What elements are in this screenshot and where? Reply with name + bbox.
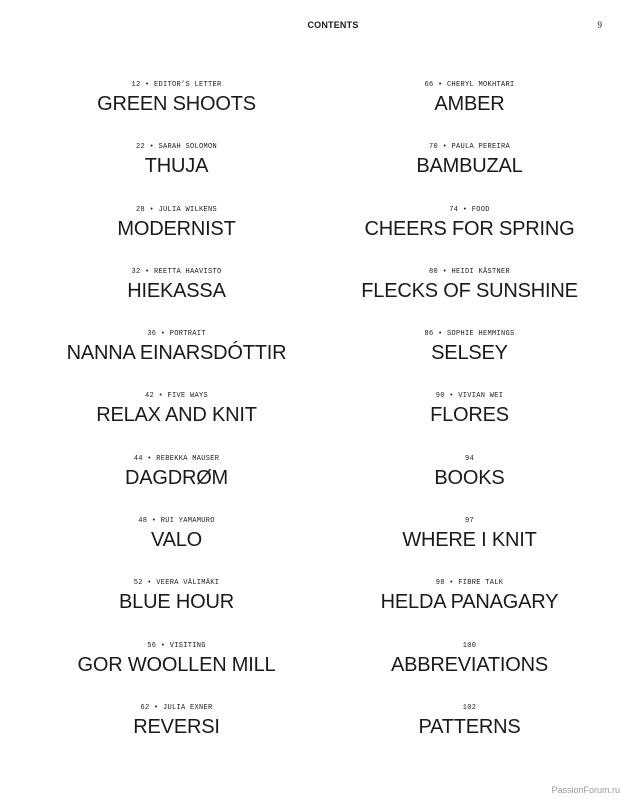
toc-entry	[313, 205, 626, 267]
toc-entry	[313, 703, 626, 765]
toc-entry-link[interactable]	[416, 142, 522, 177]
toc-entry-link[interactable]	[402, 516, 536, 551]
toc-entry	[20, 142, 333, 204]
toc-entry-meta: 22 • SARAH SOLOMON	[135, 143, 217, 152]
toc-entry-meta: 44 • REBEKKA MAUSER	[133, 454, 220, 463]
toc-entry-meta: 12 • EDITOR’S LETTER	[131, 81, 222, 89]
toc-entry	[313, 391, 626, 453]
toc-entry-meta: 90 • VIVIAN WEI	[435, 392, 504, 401]
toc-entry-meta: 52 • VEERA VÄLIMÄKI	[133, 579, 220, 588]
toc-entry-title: HIEKASSA	[127, 279, 226, 302]
toc-entry-title: RELAX AND KNIT	[96, 404, 257, 427]
toc-entry-link[interactable]	[117, 205, 235, 240]
toc-entry-title: HELDA PANAGARY	[380, 591, 559, 614]
toc-entry-meta: 48 • RUI YAMAMURO	[138, 517, 215, 526]
watermark: PassionForum.ru	[551, 785, 620, 795]
toc-entry-title: ABBREVIATIONS	[390, 653, 549, 676]
toc-entry-meta: 56 • VISITING	[147, 641, 206, 650]
toc-entry	[313, 329, 626, 391]
toc-entry-meta: 80 • HEIDI KÄSTNER	[428, 267, 510, 276]
toc-entry-title: MODERNIST	[117, 217, 236, 240]
toc-entry-meta: 86 • SOPHIE HEMMINGS	[424, 330, 515, 339]
toc-column-right	[313, 80, 626, 765]
toc-entry-meta: 66 • CHERYL MOKHTARI	[424, 81, 515, 89]
toc-entry-meta: 32 • REETTA HAAVISTO	[131, 267, 222, 276]
toc-entry	[20, 454, 333, 516]
toc-entry-meta: 97	[464, 517, 474, 526]
toc-entry-link[interactable]	[424, 329, 514, 364]
toc-entry-title: PATTERNS	[418, 715, 521, 738]
toc-entry-link[interactable]	[67, 329, 287, 364]
toc-entry-meta: 94	[464, 454, 474, 463]
toc-entry	[20, 641, 333, 703]
toc-entry-link[interactable]	[424, 80, 514, 115]
toc-entry	[313, 578, 626, 640]
toc-entry-title: SELSEY	[431, 342, 508, 365]
toc-entry-title: FLECKS OF SUNSHINE	[361, 279, 578, 302]
toc-entry-title: BAMBUZAL	[416, 155, 523, 178]
toc-entry	[20, 329, 333, 391]
page-header	[0, 20, 626, 34]
table-of-contents	[0, 80, 626, 765]
toc-entry	[20, 516, 333, 578]
toc-entry-link[interactable]	[361, 267, 577, 302]
toc-entry-title: THUJA	[144, 155, 209, 178]
page-title: CONTENTS	[307, 20, 359, 30]
toc-entry-meta: 36 • PORTRAIT	[147, 330, 206, 339]
toc-entry-title: AMBER	[434, 93, 505, 115]
toc-entry-link[interactable]	[381, 578, 559, 613]
toc-entry-title: BLUE HOUR	[119, 591, 234, 614]
toc-entry-meta: 70 • PAULA PEREIRA	[428, 143, 510, 152]
toc-entry-title: GOR WOOLLEN MILL	[77, 653, 276, 676]
toc-entry	[20, 205, 333, 267]
toc-entry-meta: 62 • JULIA EXNER	[140, 703, 213, 712]
toc-entry-title: FLORES	[430, 404, 509, 427]
toc-entry-meta: 42 • FIVE WAYS	[144, 392, 208, 401]
toc-entry	[313, 641, 626, 703]
toc-entry-meta: 98 • FIBRE TALK	[435, 579, 504, 588]
toc-column-left	[0, 80, 313, 765]
toc-entry-title: BOOKS	[434, 466, 505, 489]
toc-entry-link[interactable]	[119, 578, 234, 613]
toc-entry-link[interactable]	[125, 454, 228, 489]
toc-entry-title: DAGDRØM	[124, 466, 229, 489]
toc-entry-link[interactable]	[133, 703, 219, 738]
toc-entry-link[interactable]	[434, 454, 504, 489]
toc-entry-title: REVERSI	[133, 715, 220, 738]
toc-entry-title: NANNA EINARSDÓTTIR	[66, 342, 287, 365]
toc-entry-link[interactable]	[136, 142, 217, 177]
toc-entry	[20, 267, 333, 329]
toc-entry-link[interactable]	[127, 267, 225, 302]
toc-entry	[313, 454, 626, 516]
toc-entry	[20, 703, 333, 765]
toc-entry	[20, 578, 333, 640]
toc-entry-link[interactable]	[391, 641, 548, 676]
page-number: 9	[597, 20, 602, 30]
toc-entry	[20, 391, 333, 453]
toc-entry-title: CHEERS FOR SPRING	[364, 217, 575, 240]
toc-entry	[313, 80, 626, 142]
toc-entry-title: WHERE I KNIT	[402, 529, 537, 552]
toc-entry-link[interactable]	[97, 80, 256, 115]
toc-entry-link[interactable]	[430, 391, 509, 426]
toc-entry-meta: 74 • FOOD	[449, 205, 490, 214]
toc-entry	[313, 516, 626, 578]
toc-entry-link[interactable]	[365, 205, 575, 240]
toc-entry-link[interactable]	[96, 391, 257, 426]
toc-entry-link[interactable]	[138, 516, 215, 551]
toc-entry-title: VALO	[150, 529, 203, 552]
toc-entry	[20, 80, 333, 142]
toc-entry	[313, 267, 626, 329]
toc-entry-link[interactable]	[78, 641, 276, 676]
toc-entry-title: GREEN SHOOTS	[97, 93, 256, 115]
toc-entry-link[interactable]	[418, 703, 520, 738]
toc-entry-meta: 102	[462, 703, 477, 712]
toc-entry	[313, 142, 626, 204]
toc-entry-meta: 28 • JULIA WILKENS	[135, 205, 217, 214]
toc-entry-meta: 100	[462, 641, 477, 650]
